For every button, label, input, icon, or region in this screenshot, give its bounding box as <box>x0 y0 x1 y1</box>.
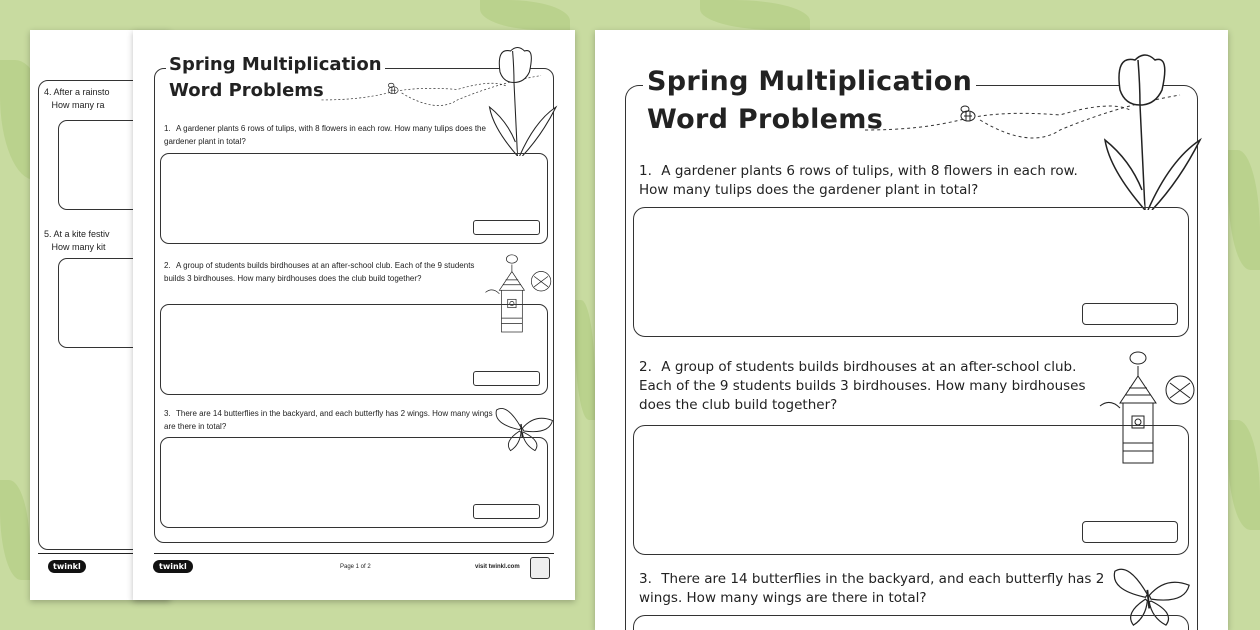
background-leaf <box>1228 420 1260 530</box>
visit-link[interactable]: visit twinkl.com <box>475 564 520 570</box>
background-leaf <box>1228 150 1260 270</box>
question-1: 1. A gardener plants 6 rows of tulips, with 8 flowers in each row. How many tulips does the gardener plant in total? <box>639 163 1078 198</box>
question-3: 3. There are 14 butterflies in the backyard, and each butterfly has 2 wings. How many wings are there in total? <box>164 409 493 431</box>
answer-box-2[interactable] <box>633 425 1189 555</box>
quality-badge-icon <box>530 557 550 579</box>
tulip-illustration <box>486 44 563 156</box>
page-number: Page 1 of 2 <box>340 564 371 570</box>
background-leaf <box>480 0 570 30</box>
question-5: 5. At a kite festiv How many kit <box>44 229 110 252</box>
question-2: 2. A group of students builds birdhouses at an after-school club. Each of the 9 students builds 3 birdhouses. How many birdhouses does the club build together? <box>164 261 475 283</box>
answer-box-2[interactable] <box>160 304 548 395</box>
question-4: 4. After a rainsto How many ra <box>44 87 110 110</box>
answer-field-1[interactable] <box>1082 303 1178 325</box>
question-3: 3. There are 14 butterflies in the backyard, and each butterfly has 2 wings. How many wings are there in total? <box>639 571 1105 606</box>
answer-field-2[interactable] <box>473 371 540 386</box>
background-leaf <box>575 300 595 420</box>
background-leaf <box>0 480 30 580</box>
answer-field-1[interactable] <box>473 220 540 235</box>
answer-box-1[interactable] <box>160 153 548 244</box>
worksheet-page-1-zoomed <box>595 30 1228 630</box>
question-2: 2. A group of students builds birdhouses at an after-school club. Each of the 9 students builds 3 birdhouses. How many birdhouses does the club build together? <box>639 359 1086 413</box>
title-line-1: Spring Multiplication <box>643 66 976 97</box>
footer-line <box>154 553 554 554</box>
answer-box-3[interactable] <box>160 437 548 528</box>
twinkl-logo: twinkl <box>48 560 86 573</box>
tulip-illustration <box>1100 50 1210 210</box>
answer-box-1[interactable] <box>633 207 1189 337</box>
title-line-1: Spring Multiplication <box>166 54 385 75</box>
answer-field-2[interactable] <box>1082 521 1178 543</box>
answer-box-3[interactable] <box>633 615 1189 630</box>
question-1: 1. A gardener plants 6 rows of tulips, with 8 flowers in each row. How many tulips does the gardener plant in total? <box>164 124 486 146</box>
worksheet-page-1-preview <box>133 30 575 600</box>
background-leaf <box>700 0 810 30</box>
answer-field-3[interactable] <box>473 504 540 519</box>
title-line-2: Word Problems <box>166 80 327 101</box>
twinkl-logo: twinkl <box>153 560 193 573</box>
title-line-2: Word Problems <box>643 104 887 135</box>
